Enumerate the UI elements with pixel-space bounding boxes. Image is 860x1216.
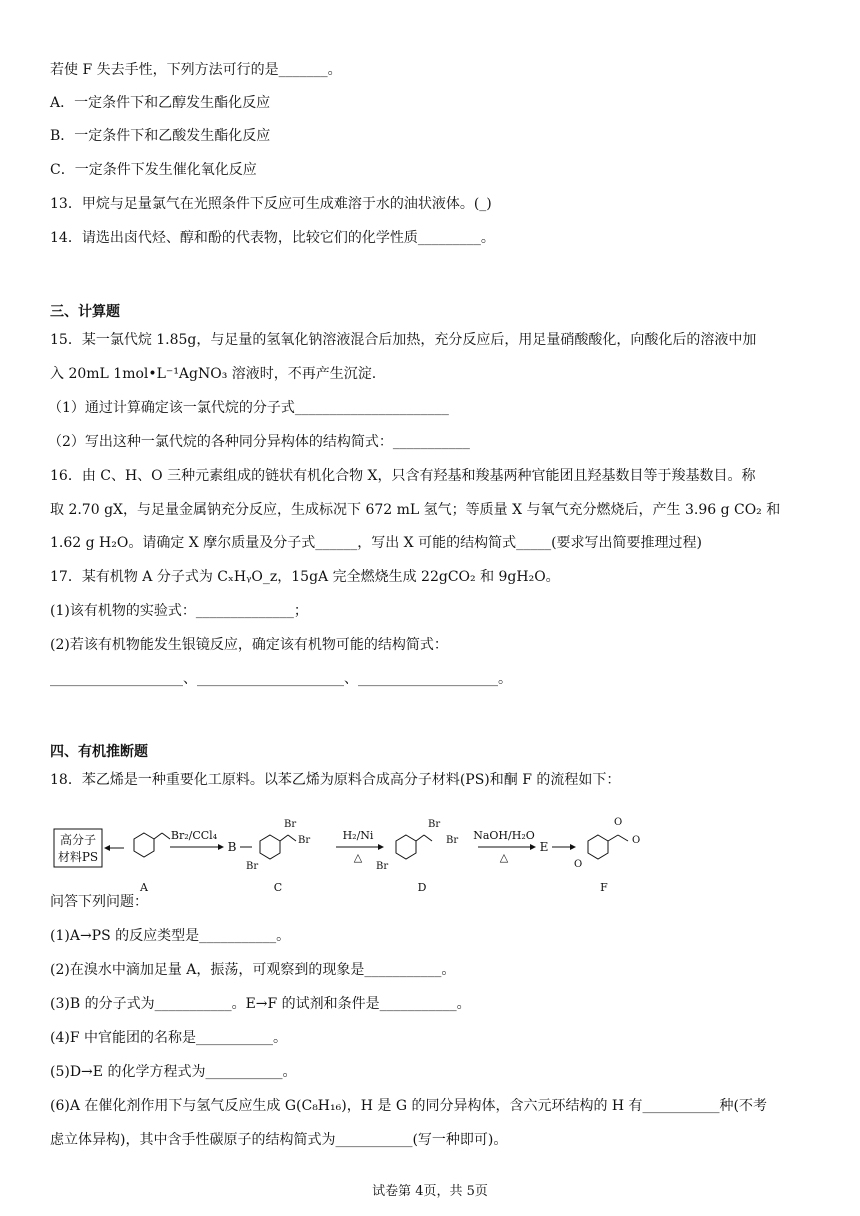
question-13: 13．甲烷与足量氯气在光照条件下反应可生成难溶于水的油状液体。(_) [50,196,492,212]
d-br-top: Br [428,819,441,830]
c-br-top: Br [284,819,297,830]
d-br-bottom: Br [376,861,389,872]
compound-e: E [539,840,549,854]
page-footer: 试卷第 4页，共 5页 [372,1184,488,1199]
compound-a-structure [134,833,170,857]
label-d: D [417,881,427,894]
reagent-h2ni: H₂/Ni [342,829,374,842]
question-17-blanks: ___________________、_____________________、____________________。 [50,671,512,687]
c-br-right: Br [298,835,311,846]
question-15-2: （2）写出这种一氯代烷的各种同分异构体的结构简式：___________ [48,434,470,450]
f-o-top: O [614,817,623,828]
label-a: A [140,881,148,894]
label-f: F [600,881,608,894]
section-heading-calc: 三、计算题 [50,304,120,320]
question-16: 16．由 C、H、O 三种元素组成的链状有机化合物 X，只含有羟基和羧基两种官能团且羟基数目等于羧基数目。称 [50,468,756,484]
question-17-2: (2)若该有机物能发生银镜反应，确定该有机物可能的结构简式： [50,637,448,653]
answer-prompt: 问答下列问题： [50,894,148,910]
text-line: 若使 F 失去手性，下列方法可行的是_______。 [50,62,342,78]
f-o-right: O [632,835,641,846]
label-c: C [273,881,283,894]
heat-1: △ [353,851,363,864]
question-17-1: (1)该有机物的实验式：______________； [50,603,308,619]
question-18-3: (3)B 的分子式为___________。E→F 的试剂和条件是___________。 [50,996,471,1012]
question-18-6: (6)A 在催化剂作用下与氢气反应生成 G(C₈H₁₆)，H 是 G 的同分异构体，含六元环结构的 H 有___________种(不考 [50,1098,768,1114]
heat-2: △ [499,851,509,864]
f-o-bottom: O [574,859,583,870]
option-b: B．一定条件下和乙酸发生酯化反应 [50,128,271,144]
reagent-naoh: NaOH/H₂O [473,829,535,842]
compound-c-structure [260,835,296,859]
question-16-cont2: 1.62 g H₂O。请确定 X 摩尔质量及分子式______，写出 X 可能的结构简式_____(要求写出简要推理过程) [50,535,702,551]
question-18-6-cont: 虑立体异构)，其中含手性碳原子的结构简式为___________(写一种即可)。 [50,1132,508,1148]
question-14: 14．请选出卤代烃、醇和酚的代表物，比较它们的化学性质_________。 [50,230,495,246]
question-18-2: (2)在溴水中滴加足量 A，振荡，可观察到的现象是___________。 [50,962,456,978]
c-br-bottom: Br [246,861,259,872]
question-15-1: （1）通过计算确定该一氯代烷的分子式______________________ [48,400,449,416]
option-a: A．一定条件下和乙醇发生酯化反应 [50,95,271,111]
question-16-cont1: 取 2.70 gX，与足量金属钠充分反应，生成标况下 672 mL 氢气；等质量 X 与氧气充分燃烧后，产生 3.96 g CO₂ 和 [50,502,781,518]
compound-b: B [227,840,237,854]
question-18-4: (4)F 中官能团的名称是___________。 [50,1030,287,1046]
section-heading-organic: 四、有机推断题 [50,744,148,760]
question-18-5: (5)D→E 的化学方程式为___________。 [50,1064,297,1080]
question-18: 18．苯乙烯是一种重要化工原料。以苯乙烯为原料合成高分子材料(PS)和酮 F 的流程如下： [50,772,621,788]
option-c: C．一定条件下发生催化氧化反应 [50,162,257,178]
ps-box-line1: 高分子 [59,833,97,847]
question-17: 17．某有机物 A 分子式为 CₓHᵧO_z，15gA 完全燃烧生成 22gCO₂ 和 9gH₂O。 [50,569,560,585]
question-15: 15．某一氯代烷 1.85g，与足量的氢氧化钠溶液混合后加热，充分反应后，用足量硝酸酸化，向酸化后的溶液中加 [50,332,757,348]
reagent-br2: Br₂/CCl₄ [170,829,218,842]
ps-box-line2: 材料PS [57,850,99,864]
compound-f-structure [588,835,628,859]
question-15-cont: 入 20mL 1mol•L⁻¹AgNO₃ 溶液时，不再产生沉淀. [50,366,377,382]
d-br-right: Br [446,835,459,846]
compound-d-structure [396,835,432,859]
question-18-1: (1)A→PS 的反应类型是___________。 [50,928,291,944]
